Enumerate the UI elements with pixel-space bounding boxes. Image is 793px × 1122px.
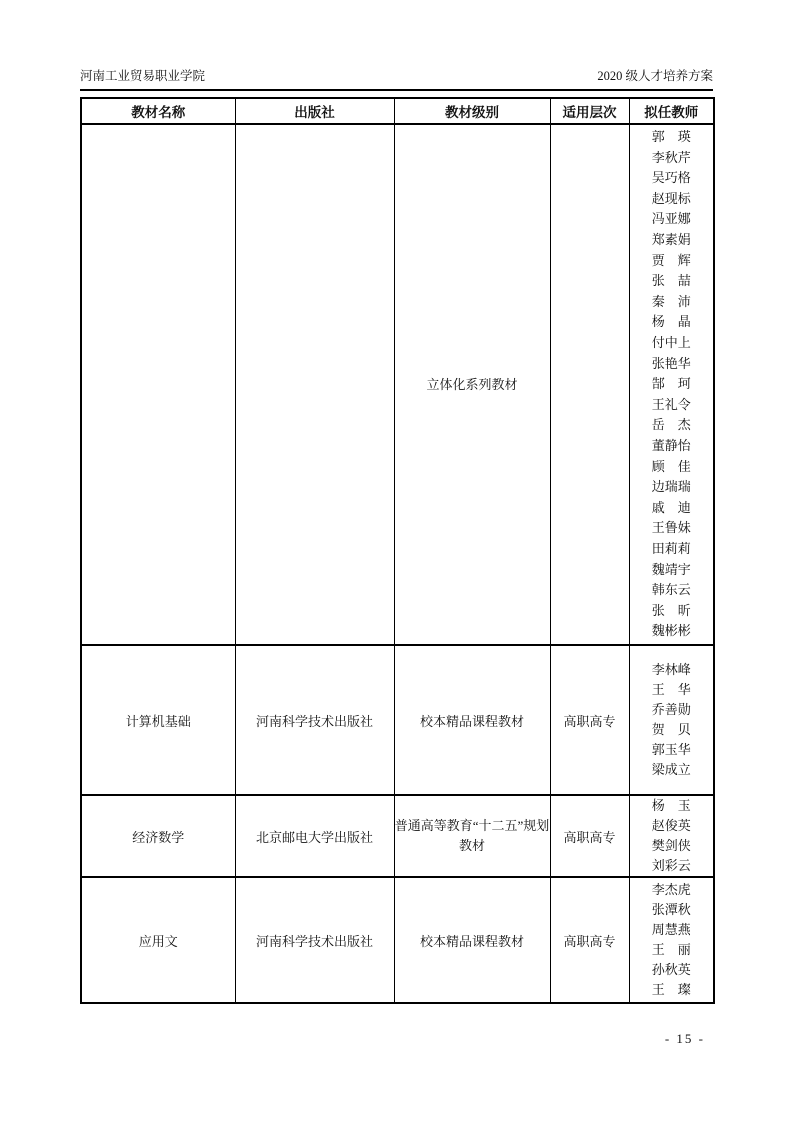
table-row-applied-writing bbox=[81, 877, 714, 1003]
page-header bbox=[80, 68, 713, 84]
teacher-name: 孙秋英 bbox=[651, 962, 691, 977]
column-header-textbook-level: 教材级别 bbox=[394, 98, 550, 124]
teacher-list bbox=[630, 880, 714, 1000]
teacher-name: 李林峰 bbox=[651, 662, 691, 677]
cell-textbook-level: 普通高等教育“十二五”规划教材 bbox=[394, 795, 550, 877]
teacher-name: 李秋芹 bbox=[651, 149, 691, 165]
table-row-computer-basics bbox=[81, 645, 714, 795]
cell-publisher: 北京邮电大学出版社 bbox=[235, 795, 394, 877]
teacher-name: 杨 晶 bbox=[651, 314, 691, 330]
teacher-name: 贾 辉 bbox=[651, 252, 691, 268]
cell-proposed-teachers bbox=[629, 645, 714, 795]
teacher-name: 张 喆 bbox=[651, 273, 691, 289]
teacher-name: 秦 沛 bbox=[651, 293, 691, 309]
teacher-name: 周慧燕 bbox=[651, 922, 691, 937]
teacher-name: 魏彬彬 bbox=[651, 623, 691, 639]
teacher-list bbox=[630, 796, 714, 876]
table-header-row bbox=[81, 98, 714, 124]
teacher-name: 田莉莉 bbox=[651, 540, 691, 556]
teacher-name: 张艳华 bbox=[651, 355, 691, 371]
teacher-name: 吴巧格 bbox=[651, 170, 691, 186]
cell-textbook-name: 应用文 bbox=[81, 877, 235, 1003]
cell-publisher: 河南科学技术出版社 bbox=[235, 877, 394, 1003]
page-number: - 15 - bbox=[664, 1031, 705, 1046]
table-row-continuation bbox=[81, 124, 714, 645]
teacher-list bbox=[630, 127, 714, 642]
teacher-name: 王礼令 bbox=[651, 396, 691, 412]
cell-proposed-teachers bbox=[629, 877, 714, 1003]
teacher-name: 樊剑侠 bbox=[651, 838, 691, 853]
column-header-proposed-teachers: 拟任教师 bbox=[629, 98, 714, 124]
teacher-name: 郜 珂 bbox=[651, 376, 691, 392]
cell-textbook-name: 计算机基础 bbox=[81, 645, 235, 795]
cell-textbook-level: 校本精品课程教材 bbox=[394, 645, 550, 795]
teacher-list bbox=[630, 660, 714, 780]
header-school-name: 河南工业贸易职业学院 bbox=[80, 69, 206, 83]
cell-applicable-tier: 高职高专 bbox=[550, 645, 629, 795]
teacher-name: 岳 杰 bbox=[651, 417, 691, 433]
cell-applicable-tier: 高职高专 bbox=[550, 877, 629, 1003]
cell-applicable-tier: 高职高专 bbox=[550, 795, 629, 877]
cell-proposed-teachers bbox=[629, 795, 714, 877]
teacher-name: 杨 玉 bbox=[651, 798, 691, 813]
teacher-name: 冯亚娜 bbox=[651, 211, 691, 227]
cell-applicable-tier bbox=[550, 124, 629, 645]
teacher-name: 刘彩云 bbox=[651, 858, 691, 873]
teacher-name: 魏靖宇 bbox=[651, 561, 691, 577]
teacher-name: 顾 佳 bbox=[651, 458, 691, 474]
cell-textbook-name bbox=[81, 124, 235, 645]
teacher-name: 董静怡 bbox=[651, 437, 691, 453]
column-header-applicable-tier: 适用层次 bbox=[550, 98, 629, 124]
teacher-name: 郭玉华 bbox=[651, 742, 691, 757]
teacher-name: 张潭秋 bbox=[651, 902, 691, 917]
teacher-name: 付中上 bbox=[651, 335, 691, 351]
teacher-name: 韩东云 bbox=[651, 582, 691, 598]
teacher-name: 李杰虎 bbox=[651, 882, 691, 897]
table-row-economic-math bbox=[81, 795, 714, 877]
header-plan-title: 2020 级人才培养方案 bbox=[597, 69, 713, 83]
cell-textbook-name: 经济数学 bbox=[81, 795, 235, 877]
teacher-name: 戚 迪 bbox=[651, 499, 691, 515]
header-rule bbox=[80, 89, 713, 91]
cell-proposed-teachers bbox=[629, 124, 714, 645]
cell-textbook-level: 立体化系列教材 bbox=[394, 124, 550, 645]
teacher-name: 王 璨 bbox=[651, 982, 691, 997]
textbook-table bbox=[80, 97, 715, 1004]
teacher-name: 王 华 bbox=[651, 682, 691, 697]
teacher-name: 贺 贝 bbox=[651, 722, 691, 737]
teacher-name: 王 丽 bbox=[651, 942, 691, 957]
teacher-name: 王鲁妹 bbox=[651, 520, 691, 536]
cell-publisher: 河南科学技术出版社 bbox=[235, 645, 394, 795]
column-header-textbook-name: 教材名称 bbox=[81, 98, 235, 124]
teacher-name: 赵俊英 bbox=[651, 818, 691, 833]
teacher-name: 郭 瑛 bbox=[651, 129, 691, 145]
cell-publisher bbox=[235, 124, 394, 645]
teacher-name: 乔善勋 bbox=[651, 702, 691, 717]
teacher-name: 赵现标 bbox=[651, 190, 691, 206]
cell-textbook-level: 校本精品课程教材 bbox=[394, 877, 550, 1003]
column-header-publisher: 出版社 bbox=[235, 98, 394, 124]
teacher-name: 边瑞瑞 bbox=[651, 479, 691, 495]
teacher-name: 张 昕 bbox=[651, 602, 691, 618]
teacher-name: 梁成立 bbox=[651, 762, 691, 777]
teacher-name: 郑素娟 bbox=[651, 232, 691, 248]
